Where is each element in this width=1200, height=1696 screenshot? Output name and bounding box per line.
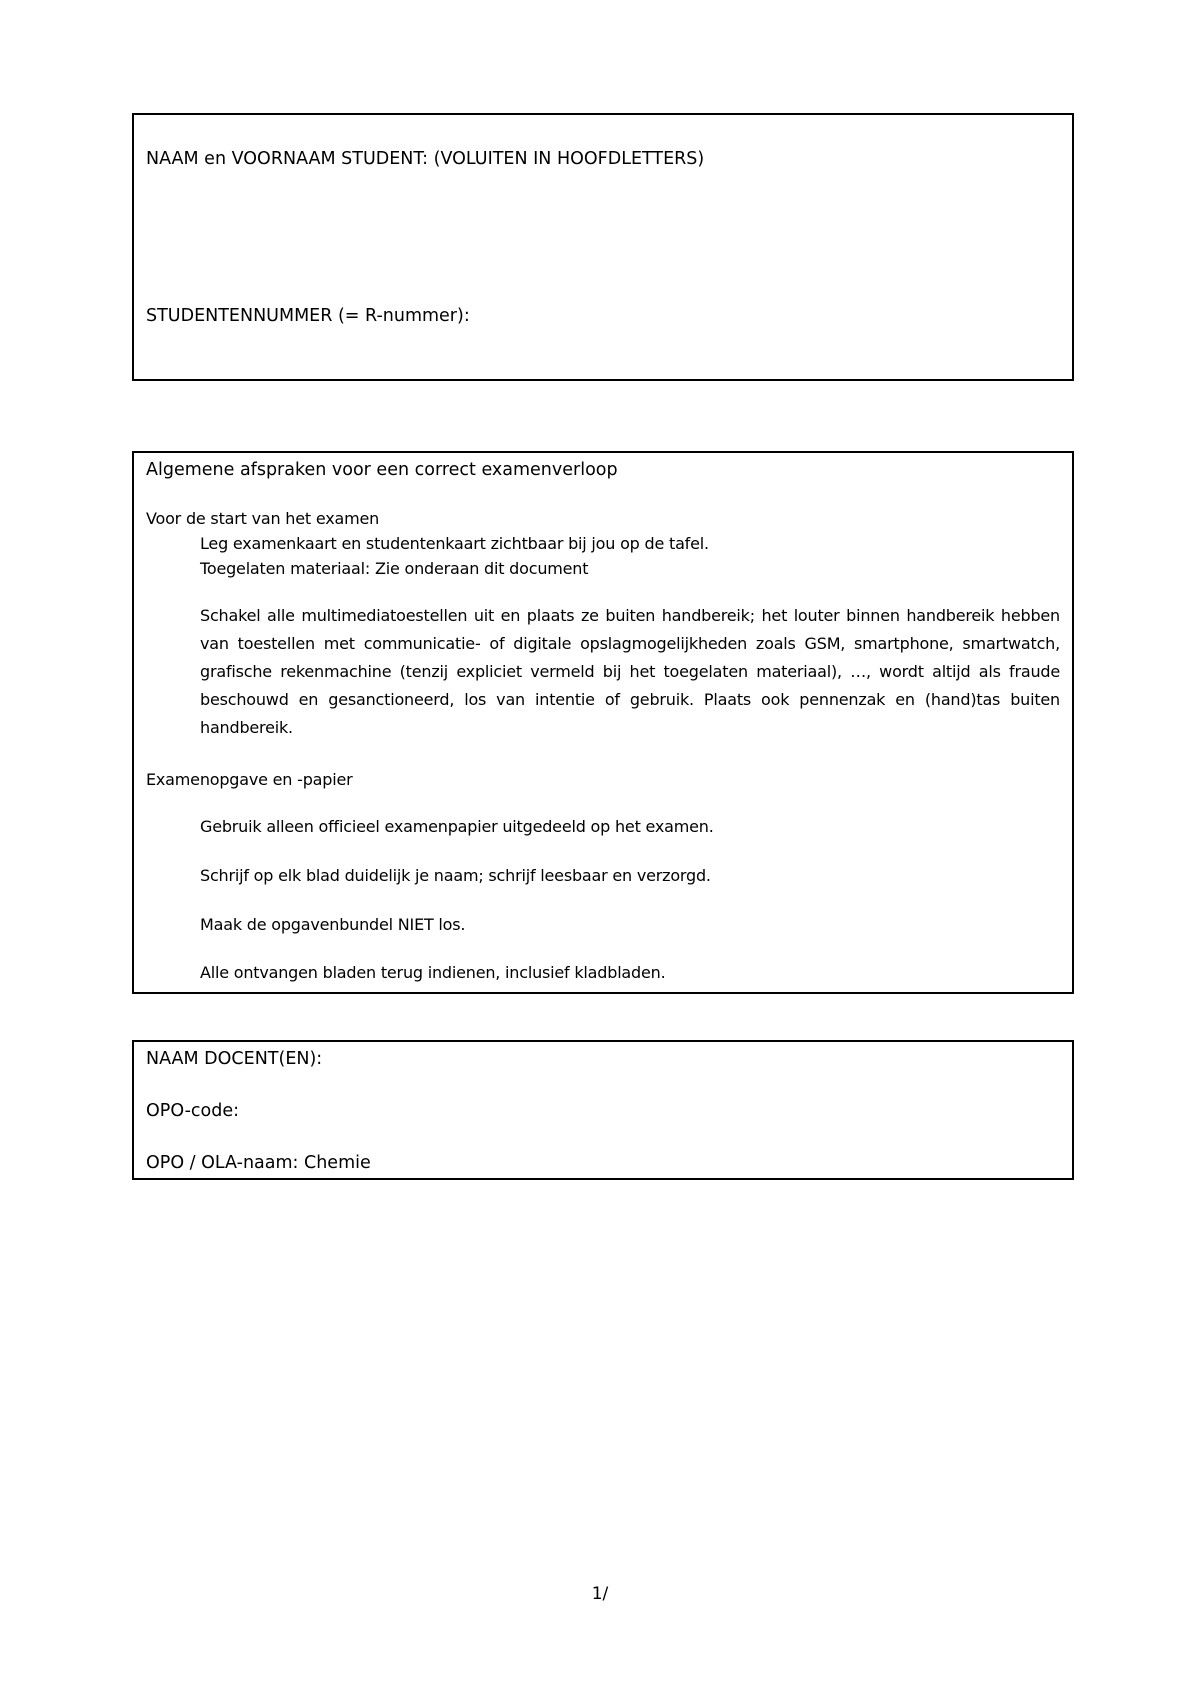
before-exam-heading: Voor de start van het examen <box>146 509 380 528</box>
opo-name-label: OPO / OLA-naam: Chemie <box>146 1153 371 1173</box>
rule-item: Gebruik alleen officieel examenpapier uitgedeeld op het examen. <box>200 817 714 836</box>
rule-item: Schrijf op elk blad duidelijk je naam; schrijf leesbaar en verzorgd. <box>200 866 711 885</box>
rule-item: Leg examenkaart en studentenkaart zichtbaar bij jou op de tafel. <box>200 534 709 553</box>
course-info-box <box>132 1040 1074 1180</box>
page-number: 1/ <box>591 1584 609 1604</box>
student-name-label: NAAM en VOORNAAM STUDENT: (VOLUITEN IN HOOFDLETTERS) <box>146 149 705 169</box>
opo-code-label: OPO-code: <box>146 1101 240 1121</box>
rules-title: Algemene afspraken voor een correct examenverloop <box>146 460 618 480</box>
rule-item: Maak de opgavenbundel NIET los. <box>200 915 466 934</box>
exam-rules-box <box>132 451 1074 994</box>
rule-item: Alle ontvangen bladen terug indienen, inclusief kladbladen. <box>200 963 666 982</box>
rule-item: Toegelaten materiaal: Zie onderaan dit document <box>200 559 589 578</box>
devices-paragraph: Schakel alle multimediatoestellen uit en plaats ze buiten handbereik; het louter binnen handbereik hebben van toestellen met communicatie- of digitale opslagmogelijkheden zoals GSM, smartphone, smartwatch, grafische rekenmachine (tenzij expliciet vermeld bij het toegelaten materiaal), …, wordt altijd als fraude beschouwd en gesanctioneerd, los van intentie of gebruik. Plaats ook pennenzak en (hand)tas buiten handbereik. <box>200 606 1060 737</box>
student-number-label: STUDENTENNUMMER (= R-nummer): <box>146 306 470 326</box>
teacher-label: NAAM DOCENT(EN): <box>146 1049 323 1069</box>
exam-paper-heading: Examenopgave en -papier <box>146 770 353 789</box>
student-info-box <box>132 113 1074 381</box>
